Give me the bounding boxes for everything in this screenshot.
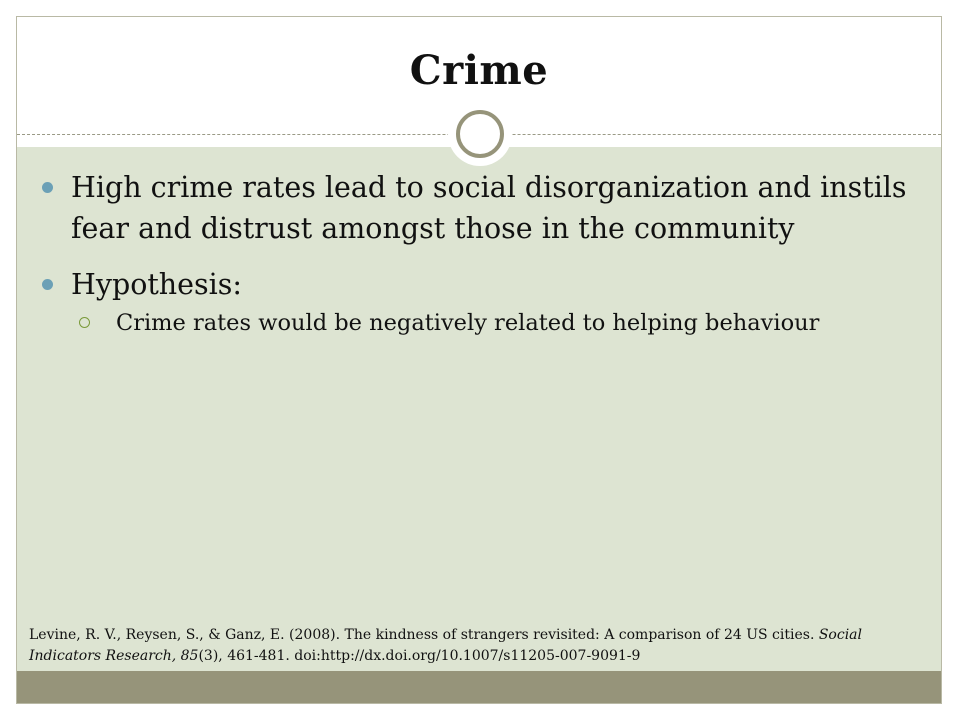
bullet-item: [57, 167, 917, 249]
sub-bullet-item: [71, 307, 917, 339]
citation-journal: Social Indicators Research, 85: [29, 627, 863, 664]
bullet-list: [57, 167, 917, 354]
bullet-dot-icon: [42, 182, 53, 193]
ring-ornament-icon: [448, 102, 512, 166]
sub-bullet-text: Crime rates would be negatively related to helping behaviour: [116, 310, 820, 336]
citation-details: (3), 461-481. doi:http://dx.doi.org/10.1007/s11205-007-9091-9: [198, 648, 641, 664]
citation-text: Levine, R. V., Reysen, S., & Ganz, E. (2008). The kindness of strangers revisited: A comparison of 24 US cities.: [29, 627, 819, 643]
ring-inner: [456, 110, 504, 158]
bullet-text: High crime rates lead to social disorganization and instils fear and distrust amongst those in the community: [71, 171, 907, 245]
bullet-text: Hypothesis:: [71, 268, 242, 301]
circle-outline-icon: [79, 317, 90, 328]
sub-bullet-list: [71, 307, 917, 339]
slide: [16, 16, 942, 704]
citation: [29, 625, 934, 667]
bullet-dot-icon: [42, 279, 53, 290]
footer-bar: [17, 671, 941, 703]
slide-title: Crime: [409, 47, 549, 94]
bullet-item: [57, 264, 917, 339]
